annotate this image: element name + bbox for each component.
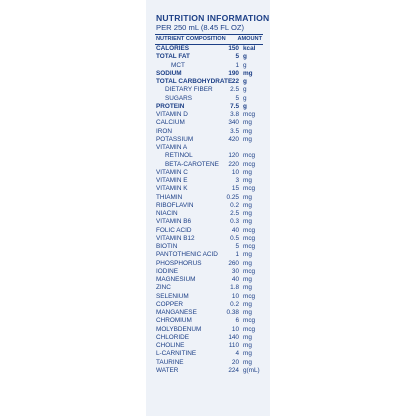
nutrient-name: THIAMIN <box>156 193 183 201</box>
nutrient-row <box>155 251 263 259</box>
nutrient-unit: mg <box>243 284 252 292</box>
nutrient-amount: 20 <box>231 358 239 366</box>
nutrient-name: POTASSIUM <box>156 135 194 143</box>
nutrient-name: VITAMIN B12 <box>156 234 195 242</box>
nutrient-name: SUGARS <box>165 94 192 102</box>
nutrient-unit: mcg <box>243 325 256 333</box>
nutrient-amount: 1 <box>235 61 239 69</box>
nutrient-amount: 340 <box>228 119 239 127</box>
nutrient-amount: 3.8 <box>230 111 239 118</box>
nutrient-name: RIBOFLAVIN <box>156 201 194 209</box>
nutrient-unit: mg <box>243 201 252 209</box>
nutrient-name: CALCIUM <box>156 119 185 127</box>
nutrient-name: MANGANESE <box>156 309 197 316</box>
nutrient-row <box>155 218 263 226</box>
nutrient-unit: mg <box>243 135 252 143</box>
serving-size: PER 250 mL (8.45 FL OZ) <box>156 23 245 32</box>
nutrient-name: MCT <box>171 61 185 69</box>
nutrient-unit: mg <box>243 168 252 176</box>
nutrient-unit: g(mL) <box>243 366 260 374</box>
nutrient-amount: 10 <box>231 168 239 176</box>
nutrient-unit: mcg <box>243 185 256 193</box>
nutrient-name: IODINE <box>156 267 179 275</box>
nutrient-unit: mcg <box>243 267 256 275</box>
nutrient-amount: 30 <box>231 267 239 275</box>
nutrient-row <box>155 103 263 111</box>
nutrient-row <box>155 284 263 292</box>
nutrient-name: PROTEIN <box>156 102 185 110</box>
nutrient-amount: 0.38 <box>226 309 239 316</box>
nutrient-name: FOLIC ACID <box>156 226 192 234</box>
nutrient-unit: mcg <box>243 243 256 250</box>
nutrient-amount: 110 <box>228 342 239 349</box>
nutrient-row <box>155 70 263 78</box>
nutrient-name: PANTOTHENIC ACID <box>156 251 218 259</box>
nutrient-row <box>155 359 263 367</box>
nutrient-amount: 7.5 <box>230 102 239 110</box>
nutrient-unit: mcg <box>243 234 256 242</box>
nutrient-row <box>155 111 263 119</box>
nutrient-unit: g <box>243 102 247 110</box>
nutrient-amount: 10 <box>231 292 239 300</box>
nutrient-name: VITAMIN K <box>156 185 188 193</box>
nutrient-name: MAGNESIUM <box>156 276 196 283</box>
nutrient-amount: 15 <box>231 185 239 193</box>
nutrient-row <box>155 78 263 86</box>
nutrient-unit: g <box>243 94 247 102</box>
nutrient-unit: mg <box>243 259 252 267</box>
nutrient-name: NIACIN <box>156 210 178 217</box>
nutrient-unit: mg <box>243 251 252 259</box>
nutrient-unit: kcal <box>243 45 256 52</box>
nutrient-row <box>155 227 263 235</box>
nutrient-row <box>155 161 263 169</box>
nutrient-amount: 5 <box>235 243 239 250</box>
nutrient-unit: mcg <box>243 160 256 168</box>
nutrient-row <box>155 119 263 127</box>
nutrient-row <box>155 334 263 342</box>
nutrient-unit: mg <box>243 333 252 341</box>
nutrient-name: PHOSPHORUS <box>156 259 202 267</box>
nutrient-name: TOTAL FAT <box>156 53 190 61</box>
nutrient-name: VITAMIN B6 <box>156 218 192 226</box>
nutrient-name: VITAMIN C <box>156 168 188 176</box>
nutrient-unit: g <box>243 53 247 61</box>
nutrient-amount: 0.5 <box>230 234 239 242</box>
nutrient-amount: 22 <box>231 78 239 85</box>
nutrient-unit: mcg <box>243 292 256 300</box>
nutrient-table <box>155 45 263 375</box>
nutrition-label-panel <box>146 0 270 416</box>
nutrient-unit: mg <box>243 210 252 217</box>
label-title: NUTRITION INFORMATION <box>156 13 270 23</box>
nutrient-unit: mg <box>243 358 252 366</box>
nutrient-row <box>155 276 263 284</box>
header-nutrient-composition: NUTRIENT COMPOSITION <box>156 36 226 42</box>
nutrient-unit: g <box>243 78 247 85</box>
nutrient-unit: g <box>243 86 247 94</box>
header-amount: AMOUNT <box>237 36 262 42</box>
nutrient-name: CHROMIUM <box>156 317 192 325</box>
nutrient-name: BETA-CAROTENE <box>165 160 219 168</box>
nutrient-name: SELENIUM <box>156 292 189 300</box>
nutrient-unit: mcg <box>243 317 256 325</box>
nutrient-unit: mg <box>243 300 252 308</box>
nutrient-row <box>155 260 263 268</box>
nutrient-row <box>155 136 263 144</box>
nutrient-unit: mg <box>243 69 253 77</box>
nutrient-row <box>155 268 263 276</box>
nutrient-unit: mg <box>243 342 252 349</box>
nutrient-amount: 220 <box>228 160 239 168</box>
nutrient-name: CALORIES <box>156 45 190 52</box>
nutrient-amount: 40 <box>231 276 239 283</box>
nutrient-row <box>155 342 263 350</box>
nutrient-name: RETINOL <box>165 152 193 160</box>
nutrient-amount: 40 <box>231 226 239 234</box>
nutrient-unit: g <box>243 61 247 69</box>
nutrient-name: DIETARY FIBER <box>165 86 213 94</box>
nutrient-name: TOTAL CARBOHYDRATE <box>156 78 233 85</box>
nutrient-amount: 260 <box>228 259 239 267</box>
nutrient-amount: 4 <box>235 350 239 358</box>
nutrient-row <box>155 350 263 358</box>
nutrient-amount: 10 <box>231 325 239 333</box>
nutrient-amount: 120 <box>228 152 239 160</box>
nutrient-amount: 2.5 <box>230 86 239 94</box>
nutrient-unit: mcg <box>243 152 256 160</box>
nutrient-amount: 0.2 <box>230 201 239 209</box>
nutrient-row <box>155 86 263 94</box>
nutrient-row <box>155 301 263 309</box>
nutrient-row <box>155 326 263 334</box>
nutrient-amount: 0.25 <box>226 193 239 201</box>
nutrient-name: IRON <box>156 127 172 135</box>
nutrient-row <box>155 243 263 251</box>
nutrient-amount: 6 <box>235 317 239 325</box>
nutrient-unit: mg <box>243 276 252 283</box>
nutrient-unit: mg <box>243 350 252 358</box>
nutrient-row <box>155 367 263 375</box>
nutrient-row <box>155 210 263 218</box>
nutrient-amount: 2.5 <box>230 210 239 217</box>
nutrient-amount: 5 <box>235 94 239 102</box>
nutrient-unit: mcg <box>243 226 256 234</box>
nutrient-amount: 0.2 <box>230 300 239 308</box>
nutrient-unit: mg <box>243 193 252 201</box>
nutrient-amount: 3 <box>235 177 239 184</box>
nutrient-row <box>155 202 263 210</box>
nutrient-amount: 1.8 <box>230 284 239 292</box>
nutrient-name: L-CARNITINE <box>156 350 197 358</box>
nutrient-row <box>155 62 263 70</box>
nutrient-row <box>155 194 263 202</box>
nutrient-row <box>155 177 263 185</box>
nutrient-row <box>155 53 263 61</box>
nutrient-row <box>155 144 263 152</box>
nutrient-name: TAURINE <box>156 358 184 366</box>
nutrient-row <box>155 235 263 243</box>
nutrient-amount: 150 <box>228 45 239 52</box>
nutrient-row <box>155 45 263 53</box>
nutrient-amount: 224 <box>228 366 239 374</box>
nutrient-unit: mcg <box>243 111 256 118</box>
nutrient-name: VITAMIN E <box>156 177 188 184</box>
nutrient-amount: 3.5 <box>230 127 239 135</box>
nutrient-name: COPPER <box>156 300 183 308</box>
nutrient-name: SODIUM <box>156 69 182 77</box>
nutrient-amount: 140 <box>228 333 239 341</box>
nutrient-name: VITAMIN A <box>156 144 188 151</box>
nutrient-row <box>155 185 263 193</box>
nutrient-amount: 0.3 <box>230 218 239 226</box>
nutrient-name: CHLORIDE <box>156 333 190 341</box>
nutrient-name: BIOTIN <box>156 243 178 250</box>
nutrient-row <box>155 128 263 136</box>
nutrient-name: ZINC <box>156 284 171 292</box>
nutrient-name: WATER <box>156 366 179 374</box>
nutrient-unit: mg <box>243 218 252 226</box>
nutrient-row <box>155 169 263 177</box>
nutrient-row <box>155 309 263 317</box>
nutrient-row <box>155 317 263 325</box>
nutrient-row <box>155 152 263 160</box>
table-header <box>155 34 263 45</box>
nutrient-unit: mg <box>243 119 252 127</box>
nutrient-name: MOLYBDENUM <box>156 325 202 333</box>
nutrient-row <box>155 293 263 301</box>
nutrient-unit: mg <box>243 127 252 135</box>
nutrient-name: VITAMIN D <box>156 111 188 118</box>
nutrient-unit: mg <box>243 309 252 316</box>
nutrient-amount: 5 <box>235 53 239 61</box>
nutrient-amount: 190 <box>228 69 239 77</box>
nutrient-name: CHOLINE <box>156 342 185 349</box>
nutrient-row <box>155 95 263 103</box>
nutrient-amount: 1 <box>235 251 239 259</box>
nutrient-unit: mg <box>243 177 252 184</box>
nutrient-amount: 420 <box>228 135 239 143</box>
